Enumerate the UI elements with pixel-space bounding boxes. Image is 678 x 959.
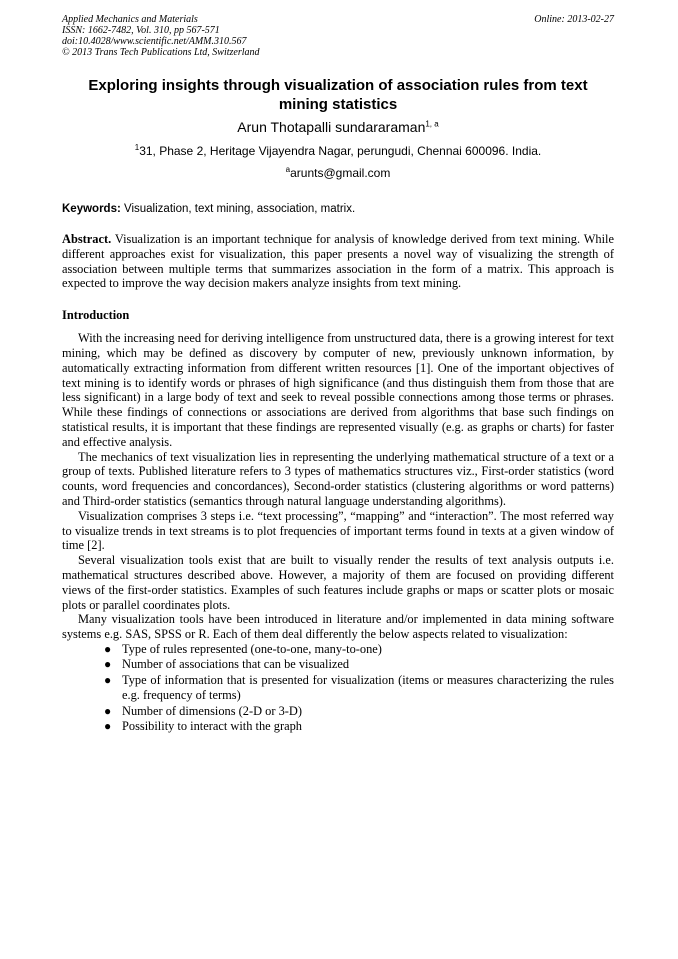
- list-item-text: Number of dimensions (2-D or 3-D): [122, 703, 302, 718]
- list-item: [104, 703, 614, 719]
- paper-title: Exploring insights through visualization of association rules from text mining statistics: [88, 77, 588, 113]
- list-item: [104, 718, 614, 734]
- intro-paragraph: Many visualization tools have been introduced in literature and/or implemented in data mining software systems e.g. SAS, SPSS or R. Each of them deal differently the below aspects related to visualization:: [62, 612, 614, 642]
- keywords-text: Visualization, text mining, association, matrix.: [124, 203, 356, 215]
- intro-paragraph: The mechanics of text visualization lies in representing the underlying mathematical structure of a text or a group of texts. Published literature refers to 3 types of mathematics structures viz., First-order statistics (word counts, word frequencies and concordances), Second-order statistics (clustering algorithms or word patterns) and Third-order statistics (semantics through natural language understanding algorithms).: [62, 449, 614, 508]
- list-item: [104, 672, 614, 704]
- list-item: [104, 641, 614, 657]
- abstract: [62, 232, 614, 291]
- email-sup: a: [285, 165, 291, 174]
- bullet-icon: ●: [104, 672, 112, 687]
- doi-line: doi:10.4028/www.scientific.net/AMM.310.567: [62, 36, 247, 47]
- email-text: arunts@gmail.com: [290, 166, 391, 180]
- bullet-icon: ●: [104, 641, 112, 656]
- list-item-text: Type of rules represented (one-to-one, many-to-one): [122, 641, 382, 656]
- section-heading-introduction: Introduction: [62, 308, 130, 323]
- bullet-icon: ●: [104, 657, 112, 672]
- abstract-text: Visualization is an important technique for analysis of knowledge derived from text mining. While different approaches exist for visualization, this paper presents a novel way of visualizing the strength of association between multiple terms that summarizes association in the form of a matrix. This approach is expected to improve the way decision makers analyze insights from text mining.: [62, 232, 614, 291]
- affiliation-text: 31, Phase 2, Heritage Vijayendra Nagar, perungudi, Chennai 600096. India.: [139, 144, 542, 158]
- keywords-label: Keywords:: [62, 203, 121, 215]
- author-line: [62, 118, 614, 136]
- online-date: Online: 2013-02-27: [534, 14, 614, 25]
- journal-name: Applied Mechanics and Materials: [62, 14, 198, 25]
- paper-page: [62, 14, 614, 734]
- bullet-icon: ●: [104, 703, 112, 718]
- journal-header: [62, 14, 614, 58]
- bullet-icon: ●: [104, 718, 112, 733]
- issn-line: ISSN: 1662-7482, Vol. 310, pp 567-571: [62, 25, 220, 36]
- intro-paragraph: Visualization comprises 3 steps i.e. “text processing”, “mapping” and “interaction”. The most referred way to visualize trends in text streams is to plot frequencies of important terms found in texts at a given window of time [2].: [62, 508, 614, 553]
- author-email: [62, 166, 614, 181]
- list-item-text: Type of information that is presented for visualization (items or measures characterizing the rules e.g. frequency of terms): [122, 672, 614, 703]
- affiliation-sup: 1: [134, 143, 140, 152]
- keywords: [62, 202, 614, 216]
- list-item-text: Possibility to interact with the graph: [122, 718, 302, 733]
- list-item: [104, 657, 614, 672]
- aspects-list: [62, 642, 614, 734]
- intro-paragraph: Several visualization tools exist that are built to visually render the results of text analysis outputs i.e. mathematical structures described above. However, a majority of them are focused on providing different views of the first-order statistics. Examples of such features include graphs or maps or scatter plots or mosaic plots or parallel coordinates plots.: [62, 553, 614, 612]
- author-sup: 1, a: [425, 119, 439, 129]
- intro-paragraph: With the increasing need for deriving intelligence from unstructured data, there is a growing interest for text mining, which may be defined as discovery by computer of new, previously unknown information, by automatically extracting information from different written resources [1]. One of the important objectives of text mining is to identify words or phrases of high significance (and thus distinguish them from those that are less significant) in a large body of text and seek to reveal possible connections among those terms or phrases. While these findings of connections or associations are derived from algorithms that base such findings on statistical results, it is important that these findings are represented visually (e.g. as graphs or charts) for faster and effective analysis.: [62, 331, 614, 449]
- copyright-line: © 2013 Trans Tech Publications Ltd, Switzerland: [62, 47, 260, 58]
- affiliation: [62, 144, 614, 159]
- abstract-label: Abstract.: [62, 232, 112, 246]
- list-item-text: Number of associations that can be visualized: [122, 657, 350, 672]
- author-name: Arun Thotapalli sundararaman: [237, 119, 426, 135]
